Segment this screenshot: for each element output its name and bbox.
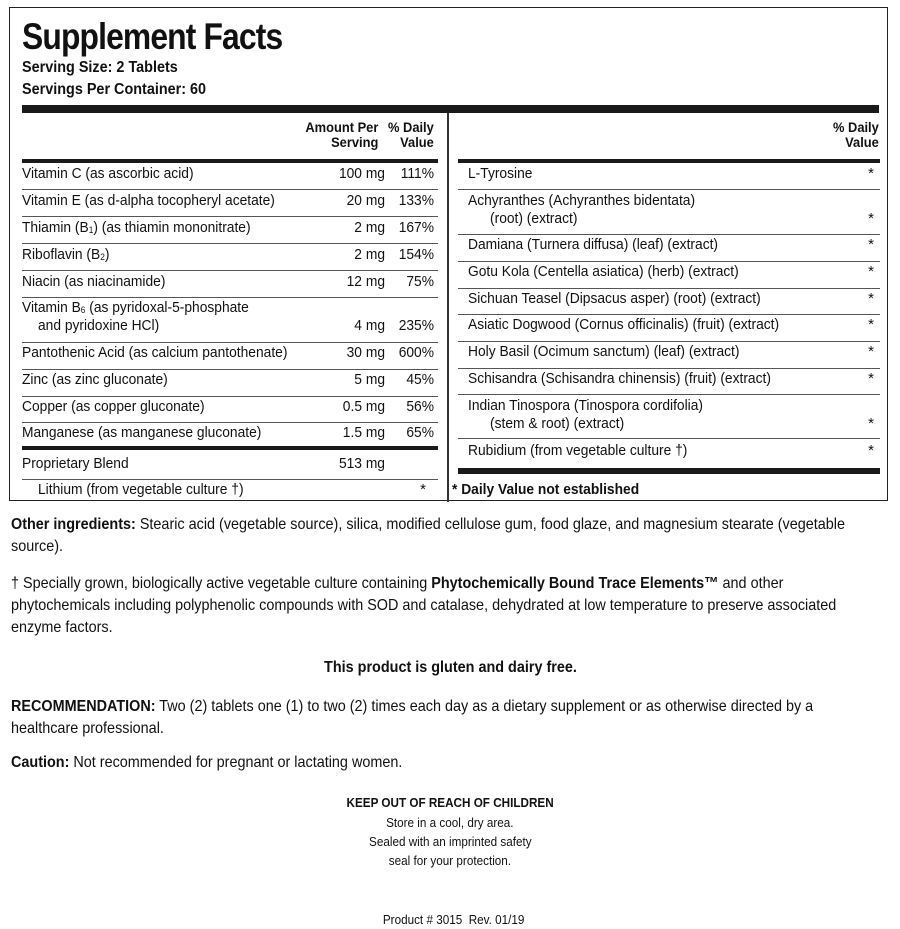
nutrient-name: Manganese (as manganese gluconate)	[22, 424, 262, 441]
gluten-dairy-free-statement: This product is gluten and dairy free.	[323, 659, 577, 676]
caution-text: Not recommended for pregnant or lactating women.	[69, 754, 403, 771]
row-divider	[22, 422, 438, 423]
product-number: Product # 3015 Rev. 01/19	[382, 912, 525, 927]
amount: 5 mg	[354, 371, 385, 388]
daily-value: 235%	[398, 317, 434, 334]
nutrient-name: Zinc (as zinc gluconate)	[22, 371, 168, 388]
amount: 2 mg	[354, 219, 385, 236]
dagger-note: † Specially grown, biologically active vegetable culture containing Phytochemically Bound Trace Elements™ and other phytochemicals including polyphenolic compounds with SOD and catalase, dehydrated at low temperature to preserve associated enzyme factors.	[11, 575, 837, 636]
row-divider	[22, 297, 438, 298]
daily-value: *	[868, 165, 874, 182]
ingredient-name: Schisandra (Schisandra chinensis) (fruit) (extract)	[468, 370, 771, 387]
row-divider	[458, 288, 880, 289]
recommendation-text: Two (2) tablets one (1) to two (2) times each day as a dietary supplement or as otherwise directed by a healthcare professional.	[11, 698, 814, 737]
amount: 1.5 mg	[342, 424, 385, 441]
amount-header: Amount Per Serving	[305, 119, 378, 150]
nutrient-name: Copper (as copper gluconate)	[22, 398, 205, 415]
nutrient-name: Thiamin $(B_1)$ (as thiamin mononitrate)	[22, 219, 251, 236]
storage-line-3: seal for your protection.	[388, 853, 512, 868]
recommendation-label: RECOMMENDATION:	[11, 698, 156, 715]
caution	[11, 752, 875, 774]
storage-heading: KEEP OUT OF REACH OF CHILDREN	[346, 795, 554, 810]
daily-value: *	[868, 442, 874, 459]
blend-name: Proprietary Blend	[22, 455, 129, 472]
left-header-divider	[22, 159, 438, 163]
ingredient-name: Indian Tinospora (Tinospora cordifolia)	[468, 397, 703, 414]
daily-value: 45%	[406, 371, 434, 388]
row-divider	[22, 216, 438, 217]
trademark-phrase: Phytochemically Bound Trace Elements™	[431, 575, 719, 592]
column-divider	[447, 113, 449, 502]
row-divider	[22, 189, 438, 190]
other-ingredients	[11, 514, 875, 558]
ingredient-name: L-Tyrosine	[468, 165, 533, 182]
daily-value: *	[868, 210, 874, 227]
nutrient-name: Vitamin C (as ascorbic acid)	[22, 165, 194, 182]
daily-value: 154%	[398, 246, 434, 263]
daily-value: 167%	[398, 219, 434, 236]
daily-value: *	[868, 236, 874, 253]
right-header-divider	[458, 159, 880, 163]
row-divider	[458, 341, 880, 342]
ingredient-name-line2: (stem & root) (extract)	[490, 415, 625, 432]
amount: 20 mg	[346, 192, 385, 209]
blend-amount: 513 mg	[338, 455, 385, 472]
ingredient-name: Gotu Kola (Centella asiatica) (herb) (extract)	[468, 263, 739, 280]
daily-value: *	[868, 370, 874, 387]
ingredient-name: Sichuan Teasel (Dipsacus asper) (root) (extract)	[468, 290, 761, 307]
servings-per-container: Servings Per Container: 60	[22, 81, 207, 98]
ingredient-name-line2: (root) (extract)	[490, 210, 578, 227]
footnote-divider	[458, 468, 880, 474]
row-divider	[22, 243, 438, 244]
blend-ingredient: Lithium (from vegetable culture †)	[38, 481, 244, 498]
nutrient-name: Niacin (as niacinamide)	[22, 273, 166, 290]
row-divider	[22, 369, 438, 370]
amount: 0.5 mg	[342, 398, 385, 415]
dv-header-right: % Daily Value	[833, 119, 879, 150]
recommendation	[11, 696, 875, 740]
ingredient-name: Damiana (Turnera diffusa) (leaf) (extract)	[468, 236, 719, 253]
daily-value: 75%	[406, 273, 434, 290]
daily-value: *	[868, 415, 874, 432]
storage-line-1: Store in a cool, dry area.	[386, 815, 514, 830]
blend-divider	[22, 446, 438, 450]
panel-title: Supplement Facts	[22, 16, 283, 57]
daily-value: 65%	[406, 424, 434, 441]
row-divider	[22, 270, 438, 271]
caution-label: Caution:	[11, 754, 70, 771]
nutrient-name: Vitamin $B_6$ (as pyridoxal-5-phosphate	[22, 299, 249, 316]
row-divider	[458, 438, 880, 439]
amount: 12 mg	[346, 273, 385, 290]
amount: 4 mg	[354, 317, 385, 334]
nutrient-name-line2: and pyridoxine HCl)	[38, 317, 160, 334]
dv-header-left: % Daily Value	[388, 119, 434, 150]
row-divider	[22, 396, 438, 397]
ingredient-name: Asiatic Dogwood (Cornus officinalis) (fruit) (extract)	[468, 316, 780, 333]
nutrient-name: Pantothenic Acid (as calcium pantothenate)	[22, 344, 288, 361]
daily-value: *	[868, 343, 874, 360]
row-divider	[22, 479, 438, 480]
daily-value: *	[868, 290, 874, 307]
ingredient-name: Achyranthes (Achyranthes bidentata)	[468, 192, 696, 209]
daily-value: *	[420, 481, 426, 498]
thick-divider	[22, 105, 879, 113]
row-divider	[458, 189, 880, 190]
daily-value: 111%	[400, 165, 434, 182]
daily-value: 600%	[398, 344, 434, 361]
ingredient-name: Holy Basil (Ocimum sanctum) (leaf) (extract)	[468, 343, 740, 360]
nutrient-name: Riboflavin $(B_2)$	[22, 246, 110, 263]
daily-value: 133%	[398, 192, 434, 209]
other-ingredients-text: Stearic acid (vegetable source), silica, modified cellulose gum, food glaze, and magnesium stearate (vegetable source).	[11, 516, 846, 555]
amount: 30 mg	[346, 344, 385, 361]
daily-value: 56%	[406, 398, 434, 415]
row-divider	[458, 314, 880, 315]
row-divider	[458, 234, 880, 235]
other-ingredients-label: Other ingredients:	[11, 516, 136, 533]
row-divider	[458, 368, 880, 369]
row-divider	[458, 394, 880, 395]
amount: 100 mg	[338, 165, 385, 182]
row-divider	[458, 261, 880, 262]
ingredient-name: Rubidium (from vegetable culture †)	[468, 442, 688, 459]
amount: 2 mg	[354, 246, 385, 263]
serving-size: Serving Size: 2 Tablets	[22, 59, 178, 76]
daily-value: *	[868, 316, 874, 333]
daily-value: *	[868, 263, 874, 280]
nutrient-name: Vitamin E (as d-alpha tocopheryl acetate)	[22, 192, 275, 209]
supplement-facts-panel	[9, 7, 888, 501]
row-divider	[22, 342, 438, 343]
daily-value-footnote: * Daily Value not established	[452, 481, 640, 498]
storage-line-2: Sealed with an imprinted safety	[368, 834, 532, 849]
